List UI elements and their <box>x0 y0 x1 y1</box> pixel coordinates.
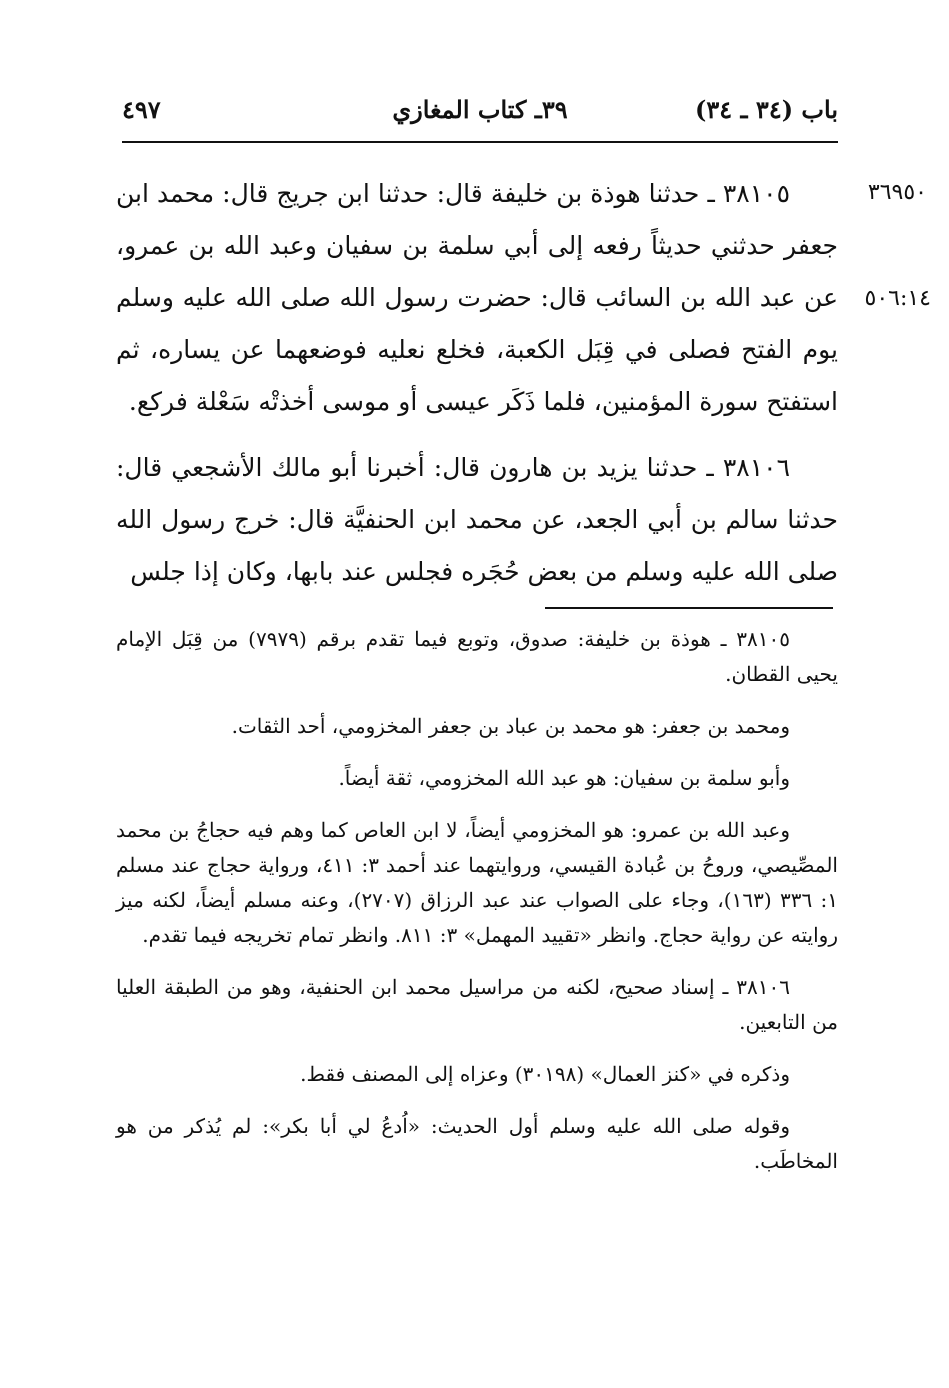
main-text <box>116 168 838 598</box>
chapter-range: باب (٣٤ ـ ٣٤) <box>695 95 838 124</box>
footnote-abdullah-bin-amr: وعبد الله بن عمرو: هو المخزومي أيضاً، لا ابن العاص كما وهم فيه حجاجُ بن محمد المصِّيصي، وروحُ بن عُبادة القيسي، وروايتهما عند أحمد ٣: ٤١١، ورواية حجاج عند مسلم ١: ٣٣٦ (١٦٣)، وجاء على الصواب عند عبد الرزاق (٢٧٠٧)، وعنه مسلم أيضاً، لكنه ميز روايته عن رواية حجاج. وانظر «تقييد المهمل» ٣: ٨١١. وانظر تمام تخريجه فيما تقدم. <box>116 818 839 947</box>
footnote-abu-salama: وأبو سلمة بن سفيان: هو عبد الله المخزومي، ثقة أيضاً. <box>338 766 790 790</box>
footnote-addressee: وقوله صلى الله عليه وسلم أول الحديث: «اُدعُ لي أبا بكر»: لم يُذكر من هو المخاطَب. <box>116 1114 838 1173</box>
hadith-38106: ٣٨١٠٦ ـ حدثنا يزيد بن هارون قال: أخبرنا أبو مالك الأشجعي قال: حدثنا سالم بن أبي الجعد، عن محمد ابن الحنفيَّة قال: خرج رسول الله صلى الله عليه وسلم من بعض حُجَره فجلس عند بابها، وكان إذا جلس <box>116 453 838 586</box>
book-title: ٣٩ـ كتاب المغازي <box>392 95 568 124</box>
header-rule <box>122 141 838 143</box>
page-number: ٤٩٧ <box>122 95 161 124</box>
page-header <box>122 92 838 132</box>
footnote-38105: ٣٨١٠٥ ـ هوذة بن خليفة: صدوق، وتوبع فيما تقدم برقم (٧٩٧٩) من قِبَل الإمام يحيى القطان. <box>116 627 838 686</box>
margin-hadith-reference: ٣٦٩٥٠ <box>867 180 927 205</box>
hadith-38105: ٣٨١٠٥ ـ حدثنا هوذة بن خليفة قال: حدثنا ابن جريج قال: محمد ابن جعفر حدثني حديثاً رفعه إلى أبي سلمة بن سفيان وعبد الله بن عمرو، عن عبد الله بن السائب قال: حضرت رسول الله صلى الله عليه وسلم يوم الفتح فصلى في قِبَل الكعبة، فخلع نعليه فوضعهما عن يساره، ثم استفتح سورة المؤمنين، فلما ذَكَر عيسى أو موسى أخذتْه سَعْلة فركع. <box>116 179 838 416</box>
footnote-muhammad-bin-jafar: ومحمد بن جعفر: هو محمد بن عباد بن جعفر المخزومي، أحد الثقات. <box>231 714 790 738</box>
footnote-rule <box>545 607 833 609</box>
footnotes <box>116 622 838 1196</box>
margin-volume-page-reference: ٥٠٦:١٤ <box>864 286 931 311</box>
footnote-kanz-al-ummal: وذكره في «كنز العمال» (٣٠١٩٨) وعزاه إلى المصنف فقط. <box>300 1062 790 1086</box>
footnote-38106: ٣٨١٠٦ ـ إسناد صحيح، لكنه من مراسيل محمد ابن الحنفية، وهو من الطبقة العليا من التابعين. <box>116 975 838 1034</box>
